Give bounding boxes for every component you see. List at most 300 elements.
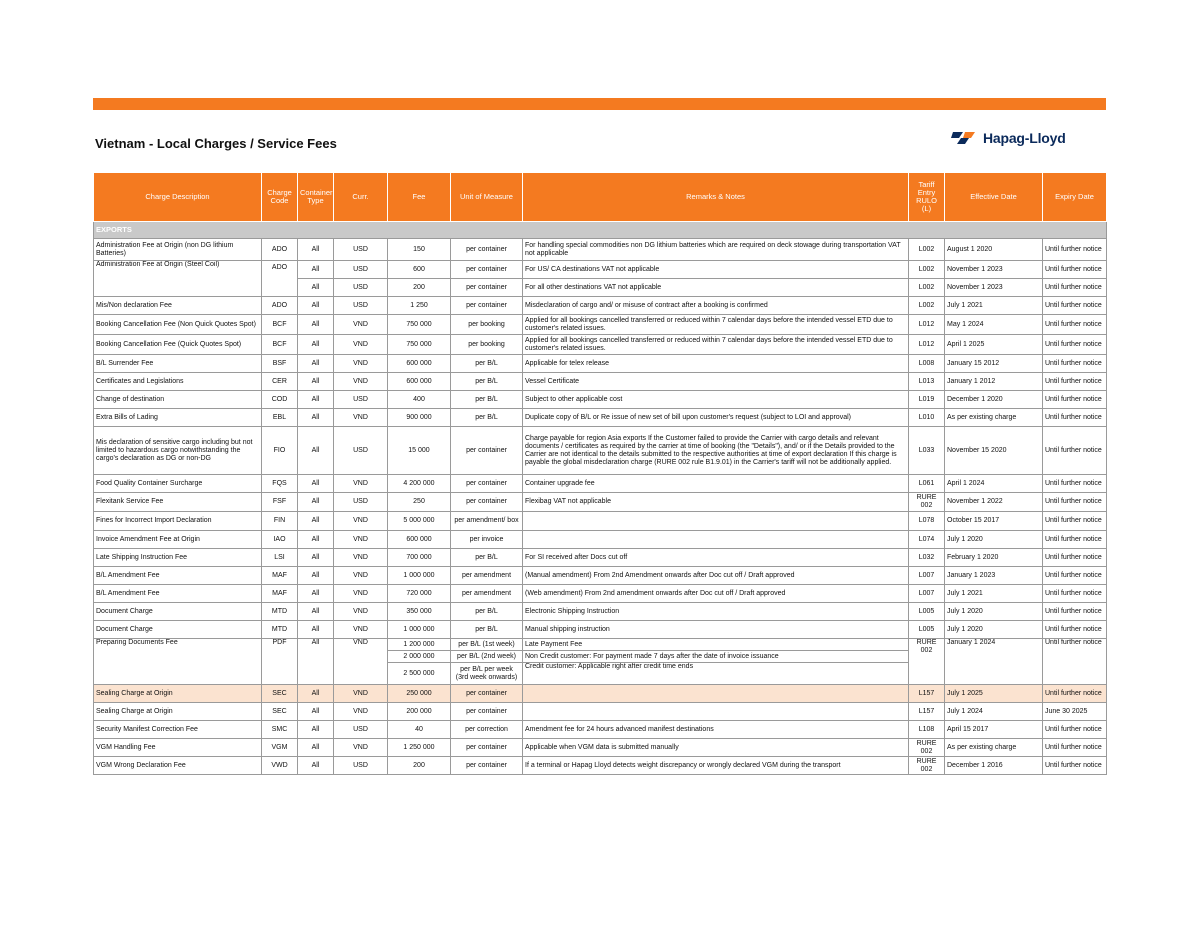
table-row — [94, 512, 1107, 531]
cell-description: Invoice Amendment Fee at Origin — [94, 531, 262, 549]
table-header-row — [94, 173, 1107, 222]
table-row — [94, 757, 1107, 775]
cell-expiry: Until further notice — [1043, 409, 1107, 427]
cell-remarks: Applied for all bookings cancelled transferred or reduced within 7 calendar days before the intended vessel ETD due to customer's related issues. — [523, 315, 909, 335]
table-row — [94, 391, 1107, 409]
cell-remarks: Container upgrade fee — [523, 475, 909, 493]
cell-container-type: All — [298, 355, 334, 373]
cell-container-type: All — [298, 585, 334, 603]
cell-effective: April 1 2024 — [945, 475, 1043, 493]
table-row — [94, 373, 1107, 391]
cell-code: CER — [262, 373, 298, 391]
header-currency: Curr. — [334, 173, 388, 222]
cell-tariff: L157 — [909, 685, 945, 703]
cell-description: B/L Surrender Fee — [94, 355, 262, 373]
cell-expiry: Until further notice — [1043, 297, 1107, 315]
cell-effective: February 1 2020 — [945, 549, 1043, 567]
cell-currency: VND — [334, 567, 388, 585]
cell-unit: per amendment — [451, 567, 523, 585]
cell-unit: per container — [451, 239, 523, 261]
cell-unit: per container — [451, 279, 523, 297]
cell-fee: 350 000 — [388, 603, 451, 621]
page-title: Vietnam - Local Charges / Service Fees — [95, 136, 337, 151]
cell-description: Certificates and Legislations — [94, 373, 262, 391]
cell-code: BCF — [262, 315, 298, 335]
cell-description: Administration Fee at Origin (non DG lithium Batteries) — [94, 239, 262, 261]
cell-description: VGM Wrong Declaration Fee — [94, 757, 262, 775]
table-row — [94, 685, 1107, 703]
cell-description: B/L Amendment Fee — [94, 567, 262, 585]
header-remarks: Remarks & Notes — [523, 173, 909, 222]
cell-currency: VND — [334, 585, 388, 603]
cell-currency: USD — [334, 493, 388, 512]
cell-code: SMC — [262, 721, 298, 739]
cell-tariff: L074 — [909, 531, 945, 549]
cell-remarks: For SI received after Docs cut off — [523, 549, 909, 567]
cell-unit: per container — [451, 261, 523, 279]
cell-code: MAF — [262, 585, 298, 603]
cell-container-type: All — [298, 639, 334, 685]
cell-code: PDF — [262, 639, 298, 685]
cell-container-type: All — [298, 427, 334, 475]
cell-fee: 1 250 000 — [388, 739, 451, 757]
cell-tariff: L007 — [909, 585, 945, 603]
cell-expiry: Until further notice — [1043, 757, 1107, 775]
cell-unit: per B/L (1st week) — [451, 639, 523, 651]
cell-currency: USD — [334, 261, 388, 279]
cell-description: Sealing Charge at Origin — [94, 703, 262, 721]
cell-unit: per B/L (2nd week) — [451, 651, 523, 663]
cell-container-type: All — [298, 391, 334, 409]
cell-fee: 150 — [388, 239, 451, 261]
cell-remarks: Applicable when VGM data is submitted manually — [523, 739, 909, 757]
table-row — [94, 739, 1107, 757]
cell-expiry: Until further notice — [1043, 279, 1107, 297]
cell-fee: 5 000 000 — [388, 512, 451, 531]
cell-code: FQS — [262, 475, 298, 493]
cell-effective: January 1 2024 — [945, 639, 1043, 685]
cell-fee: 4 200 000 — [388, 475, 451, 493]
table-row — [94, 239, 1107, 261]
cell-description: Extra Bills of Lading — [94, 409, 262, 427]
cell-unit: per B/L per week (3rd week onwards) — [451, 663, 523, 685]
cell-unit: per amendment/ box — [451, 512, 523, 531]
cell-unit: per B/L — [451, 603, 523, 621]
cell-fee: 750 000 — [388, 335, 451, 355]
cell-expiry: Until further notice — [1043, 261, 1107, 279]
cell-remarks: (Web amendment) From 2nd amendment onwards after Doc cut off / Draft approved — [523, 585, 909, 603]
cell-effective: November 1 2023 — [945, 279, 1043, 297]
cell-container-type: All — [298, 239, 334, 261]
cell-effective: December 1 2020 — [945, 391, 1043, 409]
cell-container-type: All — [298, 531, 334, 549]
cell-expiry: Until further notice — [1043, 603, 1107, 621]
top-orange-bar — [93, 98, 1106, 110]
cell-expiry: Until further notice — [1043, 391, 1107, 409]
cell-expiry: Until further notice — [1043, 721, 1107, 739]
cell-code: IAO — [262, 531, 298, 549]
cell-tariff: L013 — [909, 373, 945, 391]
cell-currency: VND — [334, 335, 388, 355]
cell-expiry: June 30 2025 — [1043, 703, 1107, 721]
cell-remarks: Duplicate copy of B/L or Re issue of new set of bill upon customer's request (subject to LOI and approval) — [523, 409, 909, 427]
cell-fee: 250 000 — [388, 685, 451, 703]
cell-expiry: Until further notice — [1043, 585, 1107, 603]
table-row — [94, 721, 1107, 739]
cell-code: VGM — [262, 739, 298, 757]
cell-tariff: L002 — [909, 239, 945, 261]
cell-description: Late Shipping Instruction Fee — [94, 549, 262, 567]
cell-fee: 400 — [388, 391, 451, 409]
cell-remarks: Electronic Shipping Instruction — [523, 603, 909, 621]
cell-currency: USD — [334, 279, 388, 297]
cell-remarks: Misdeclaration of cargo and/ or misuse of contract after a booking is confirmed — [523, 297, 909, 315]
cell-expiry: Until further notice — [1043, 335, 1107, 355]
cell-unit: per container — [451, 685, 523, 703]
table-row — [94, 335, 1107, 355]
cell-code: ADO — [262, 239, 298, 261]
cell-currency: VND — [334, 603, 388, 621]
cell-remarks: Subject to other applicable cost — [523, 391, 909, 409]
table-row — [94, 567, 1107, 585]
cell-currency: VND — [334, 315, 388, 335]
table-row — [94, 355, 1107, 373]
cell-container-type: All — [298, 297, 334, 315]
cell-expiry: Until further notice — [1043, 475, 1107, 493]
header-tariff-entry: Tariff Entry RULO (L) — [909, 173, 945, 222]
header-container-type: Container Type — [298, 173, 334, 222]
table-row — [94, 297, 1107, 315]
cell-remarks: Manual shipping instruction — [523, 621, 909, 639]
cell-currency: VND — [334, 739, 388, 757]
cell-code: COD — [262, 391, 298, 409]
cell-code: ADO — [262, 261, 298, 297]
cell-remarks: Amendment fee for 24 hours advanced manifest destinations — [523, 721, 909, 739]
cell-unit: per container — [451, 757, 523, 775]
cell-currency: VND — [334, 512, 388, 531]
cell-description: Administration Fee at Origin (Steel Coil) — [94, 261, 262, 297]
cell-fee: 40 — [388, 721, 451, 739]
table-row — [94, 603, 1107, 621]
cell-tariff: L005 — [909, 603, 945, 621]
cell-currency: VND — [334, 685, 388, 703]
cell-effective: July 1 2021 — [945, 297, 1043, 315]
cell-code: EBL — [262, 409, 298, 427]
cell-description: VGM Handling Fee — [94, 739, 262, 757]
cell-description: Mis declaration of sensitive cargo including but not limited to hazardous cargo notwithstanding the cargo's declaration as DG or non-DG — [94, 427, 262, 475]
cell-unit: per B/L — [451, 621, 523, 639]
cell-remarks: Non Credit customer: For payment made 7 days after the date of invoice issuance — [523, 651, 909, 663]
cell-unit: per booking — [451, 315, 523, 335]
cell-tariff: L108 — [909, 721, 945, 739]
table-row — [94, 549, 1107, 567]
cell-tariff: L008 — [909, 355, 945, 373]
cell-unit: per container — [451, 427, 523, 475]
cell-unit: per B/L — [451, 373, 523, 391]
cell-effective: May 1 2024 — [945, 315, 1043, 335]
cell-currency: USD — [334, 721, 388, 739]
table-row — [94, 427, 1107, 475]
cell-tariff: RURE 002 — [909, 493, 945, 512]
cell-description: Change of destination — [94, 391, 262, 409]
cell-remarks — [523, 531, 909, 549]
cell-expiry: Until further notice — [1043, 427, 1107, 475]
cell-fee: 1 200 000 — [388, 639, 451, 651]
cell-tariff: L157 — [909, 703, 945, 721]
cell-currency: USD — [334, 391, 388, 409]
cell-container-type: All — [298, 335, 334, 355]
cell-fee: 720 000 — [388, 585, 451, 603]
cell-effective: July 1 2025 — [945, 685, 1043, 703]
cell-fee: 600 000 — [388, 373, 451, 391]
cell-description: Flexitank Service Fee — [94, 493, 262, 512]
cell-expiry: Until further notice — [1043, 315, 1107, 335]
cell-tariff: RURE 002 — [909, 757, 945, 775]
cell-unit: per invoice — [451, 531, 523, 549]
cell-effective: November 15 2020 — [945, 427, 1043, 475]
cell-tariff: L010 — [909, 409, 945, 427]
section-row-exports — [94, 222, 1107, 239]
table-row — [94, 639, 1107, 651]
cell-expiry: Until further notice — [1043, 373, 1107, 391]
cell-fee: 900 000 — [388, 409, 451, 427]
cell-unit: per booking — [451, 335, 523, 355]
cell-currency: USD — [334, 427, 388, 475]
cell-description: Sealing Charge at Origin — [94, 685, 262, 703]
cell-effective: April 1 2025 — [945, 335, 1043, 355]
cell-unit: per correction — [451, 721, 523, 739]
header-fee: Fee — [388, 173, 451, 222]
hapag-lloyd-logo-icon — [951, 128, 977, 148]
cell-expiry: Until further notice — [1043, 493, 1107, 512]
cell-effective: April 15 2017 — [945, 721, 1043, 739]
table-row — [94, 409, 1107, 427]
cell-remarks — [523, 685, 909, 703]
cell-fee: 700 000 — [388, 549, 451, 567]
cell-fee: 750 000 — [388, 315, 451, 335]
cell-currency: VND — [334, 355, 388, 373]
cell-unit: per B/L — [451, 391, 523, 409]
cell-fee: 200 — [388, 279, 451, 297]
cell-container-type: All — [298, 475, 334, 493]
cell-tariff: L019 — [909, 391, 945, 409]
cell-code: BCF — [262, 335, 298, 355]
cell-code: SEC — [262, 685, 298, 703]
cell-unit: per B/L — [451, 409, 523, 427]
cell-code: MTD — [262, 621, 298, 639]
cell-tariff: L032 — [909, 549, 945, 567]
cell-description: Document Charge — [94, 603, 262, 621]
cell-container-type: All — [298, 373, 334, 391]
cell-effective: As per existing charge — [945, 409, 1043, 427]
cell-unit: per container — [451, 493, 523, 512]
cell-fee: 1 000 000 — [388, 567, 451, 585]
cell-container-type: All — [298, 512, 334, 531]
cell-fee: 1 250 — [388, 297, 451, 315]
cell-remarks — [523, 512, 909, 531]
cell-fee: 2 000 000 — [388, 651, 451, 663]
cell-code: FIN — [262, 512, 298, 531]
cell-expiry: Until further notice — [1043, 685, 1107, 703]
cell-currency: VND — [334, 373, 388, 391]
cell-effective: January 1 2023 — [945, 567, 1043, 585]
cell-expiry: Until further notice — [1043, 639, 1107, 685]
cell-currency: VND — [334, 703, 388, 721]
cell-unit: per container — [451, 739, 523, 757]
cell-tariff: L005 — [909, 621, 945, 639]
cell-fee: 600 000 — [388, 531, 451, 549]
cell-currency: VND — [334, 621, 388, 639]
cell-fee: 2 500 000 — [388, 663, 451, 685]
cell-remarks: For handling special commodities non DG lithium batteries which are required on deck stowage during transportation VAT not applicable — [523, 239, 909, 261]
table-row — [94, 531, 1107, 549]
cell-code: FIO — [262, 427, 298, 475]
header-unit-of-measure: Unit of Measure — [451, 173, 523, 222]
cell-tariff: L002 — [909, 261, 945, 279]
cell-remarks — [523, 703, 909, 721]
cell-fee: 200 — [388, 757, 451, 775]
cell-effective: August 1 2020 — [945, 239, 1043, 261]
cell-unit: per B/L — [451, 549, 523, 567]
hapag-lloyd-logo — [951, 128, 1066, 148]
cell-expiry: Until further notice — [1043, 355, 1107, 373]
cell-tariff: L007 — [909, 567, 945, 585]
cell-tariff: L078 — [909, 512, 945, 531]
cell-currency: VND — [334, 475, 388, 493]
cell-effective: July 1 2021 — [945, 585, 1043, 603]
cell-tariff: L061 — [909, 475, 945, 493]
cell-expiry: Until further notice — [1043, 531, 1107, 549]
header-charge-description: Charge Description — [94, 173, 262, 222]
cell-effective: January 15 2012 — [945, 355, 1043, 373]
cell-remarks: For all other destinations VAT not applicable — [523, 279, 909, 297]
cell-unit: per container — [451, 475, 523, 493]
cell-fee: 600 000 — [388, 355, 451, 373]
cell-effective: July 1 2020 — [945, 531, 1043, 549]
cell-expiry: Until further notice — [1043, 512, 1107, 531]
cell-fee: 250 — [388, 493, 451, 512]
cell-remarks: (Manual amendment) From 2nd Amendment onwards after Doc cut off / Draft approved — [523, 567, 909, 585]
cell-container-type: All — [298, 567, 334, 585]
cell-currency: VND — [334, 531, 388, 549]
cell-fee: 200 000 — [388, 703, 451, 721]
cell-effective: July 1 2024 — [945, 703, 1043, 721]
cell-code: SEC — [262, 703, 298, 721]
cell-expiry: Until further notice — [1043, 567, 1107, 585]
table-row — [94, 475, 1107, 493]
cell-code: ADO — [262, 297, 298, 315]
cell-tariff: RURE 002 — [909, 639, 945, 685]
cell-remarks: Flexibag VAT not applicable — [523, 493, 909, 512]
table-row — [94, 585, 1107, 603]
cell-tariff: RURE 002 — [909, 739, 945, 757]
table-row — [94, 703, 1107, 721]
cell-description: Fines for Incorrect Import Declaration — [94, 512, 262, 531]
cell-remarks: If a terminal or Hapag Lloyd detects weight discrepancy or wrongly declared VGM during the transport — [523, 757, 909, 775]
cell-remarks: Charge payable for region Asia exports If the Customer failed to provide the Carrier with cargo details and relevant documents / certificates as required by the carrier at time of booking (the "Details"), and/ or if the Details provided to the Carrier are not identical to the details submitted to the respective authorities at time of export declaration If this charge is payable the global misdeclaration charge (RURE 002 rule B1.9.01) in the Carrier's tariff will not be additionally applied. — [523, 427, 909, 475]
cell-currency: VND — [334, 409, 388, 427]
cell-code: LSI — [262, 549, 298, 567]
cell-description: Booking Cancellation Fee (Quick Quotes Spot) — [94, 335, 262, 355]
cell-remarks: Applied for all bookings cancelled transferred or reduced within 7 calendar days before the intended vessel ETD due to customer's related issues. — [523, 335, 909, 355]
cell-description: B/L Amendment Fee — [94, 585, 262, 603]
table-row — [94, 621, 1107, 639]
cell-effective: October 15 2017 — [945, 512, 1043, 531]
cell-expiry: Until further notice — [1043, 621, 1107, 639]
table-row — [94, 493, 1107, 512]
cell-currency: VND — [334, 549, 388, 567]
cell-container-type: All — [298, 757, 334, 775]
local-charges-table — [93, 172, 1107, 775]
cell-container-type: All — [298, 703, 334, 721]
cell-code: MAF — [262, 567, 298, 585]
cell-effective: November 1 2022 — [945, 493, 1043, 512]
cell-container-type: All — [298, 621, 334, 639]
cell-container-type: All — [298, 739, 334, 757]
cell-container-type: All — [298, 279, 334, 297]
cell-remarks: Late Payment Fee — [523, 639, 909, 651]
cell-description: Food Quality Container Surcharge — [94, 475, 262, 493]
header-charge-code: Charge Code — [262, 173, 298, 222]
cell-description: Preparing Documents Fee — [94, 639, 262, 685]
cell-code: MTD — [262, 603, 298, 621]
cell-unit: per container — [451, 703, 523, 721]
cell-currency: VND — [334, 639, 388, 685]
cell-description: Document Charge — [94, 621, 262, 639]
logo-text: Hapag-Lloyd — [983, 130, 1066, 146]
cell-code: VWD — [262, 757, 298, 775]
cell-fee: 15 000 — [388, 427, 451, 475]
header-effective-date: Effective Date — [945, 173, 1043, 222]
cell-tariff: L033 — [909, 427, 945, 475]
cell-effective: July 1 2020 — [945, 621, 1043, 639]
table-row — [94, 261, 1107, 279]
cell-unit: per amendment — [451, 585, 523, 603]
cell-container-type: All — [298, 493, 334, 512]
cell-effective: January 1 2012 — [945, 373, 1043, 391]
table-row — [94, 315, 1107, 335]
cell-container-type: All — [298, 315, 334, 335]
cell-effective: July 1 2020 — [945, 603, 1043, 621]
cell-tariff: L002 — [909, 297, 945, 315]
cell-container-type: All — [298, 603, 334, 621]
cell-currency: USD — [334, 239, 388, 261]
cell-fee: 1 000 000 — [388, 621, 451, 639]
cell-expiry: Until further notice — [1043, 549, 1107, 567]
cell-code: BSF — [262, 355, 298, 373]
cell-code: FSF — [262, 493, 298, 512]
cell-remarks: Vessel Certificate — [523, 373, 909, 391]
cell-container-type: All — [298, 721, 334, 739]
cell-container-type: All — [298, 261, 334, 279]
cell-container-type: All — [298, 409, 334, 427]
cell-currency: USD — [334, 757, 388, 775]
cell-remarks: Credit customer: Applicable right after credit time ends — [523, 663, 909, 685]
cell-unit: per container — [451, 297, 523, 315]
cell-container-type: All — [298, 549, 334, 567]
cell-unit: per B/L — [451, 355, 523, 373]
cell-effective: As per existing charge — [945, 739, 1043, 757]
cell-expiry: Until further notice — [1043, 239, 1107, 261]
cell-expiry: Until further notice — [1043, 739, 1107, 757]
cell-description: Booking Cancellation Fee (Non Quick Quotes Spot) — [94, 315, 262, 335]
cell-effective: December 1 2016 — [945, 757, 1043, 775]
cell-description: Security Manifest Correction Fee — [94, 721, 262, 739]
header-expiry-date: Expiry Date — [1043, 173, 1107, 222]
cell-tariff: L012 — [909, 335, 945, 355]
cell-remarks: For US/ CA destinations VAT not applicable — [523, 261, 909, 279]
section-label: EXPORTS — [94, 222, 1107, 239]
